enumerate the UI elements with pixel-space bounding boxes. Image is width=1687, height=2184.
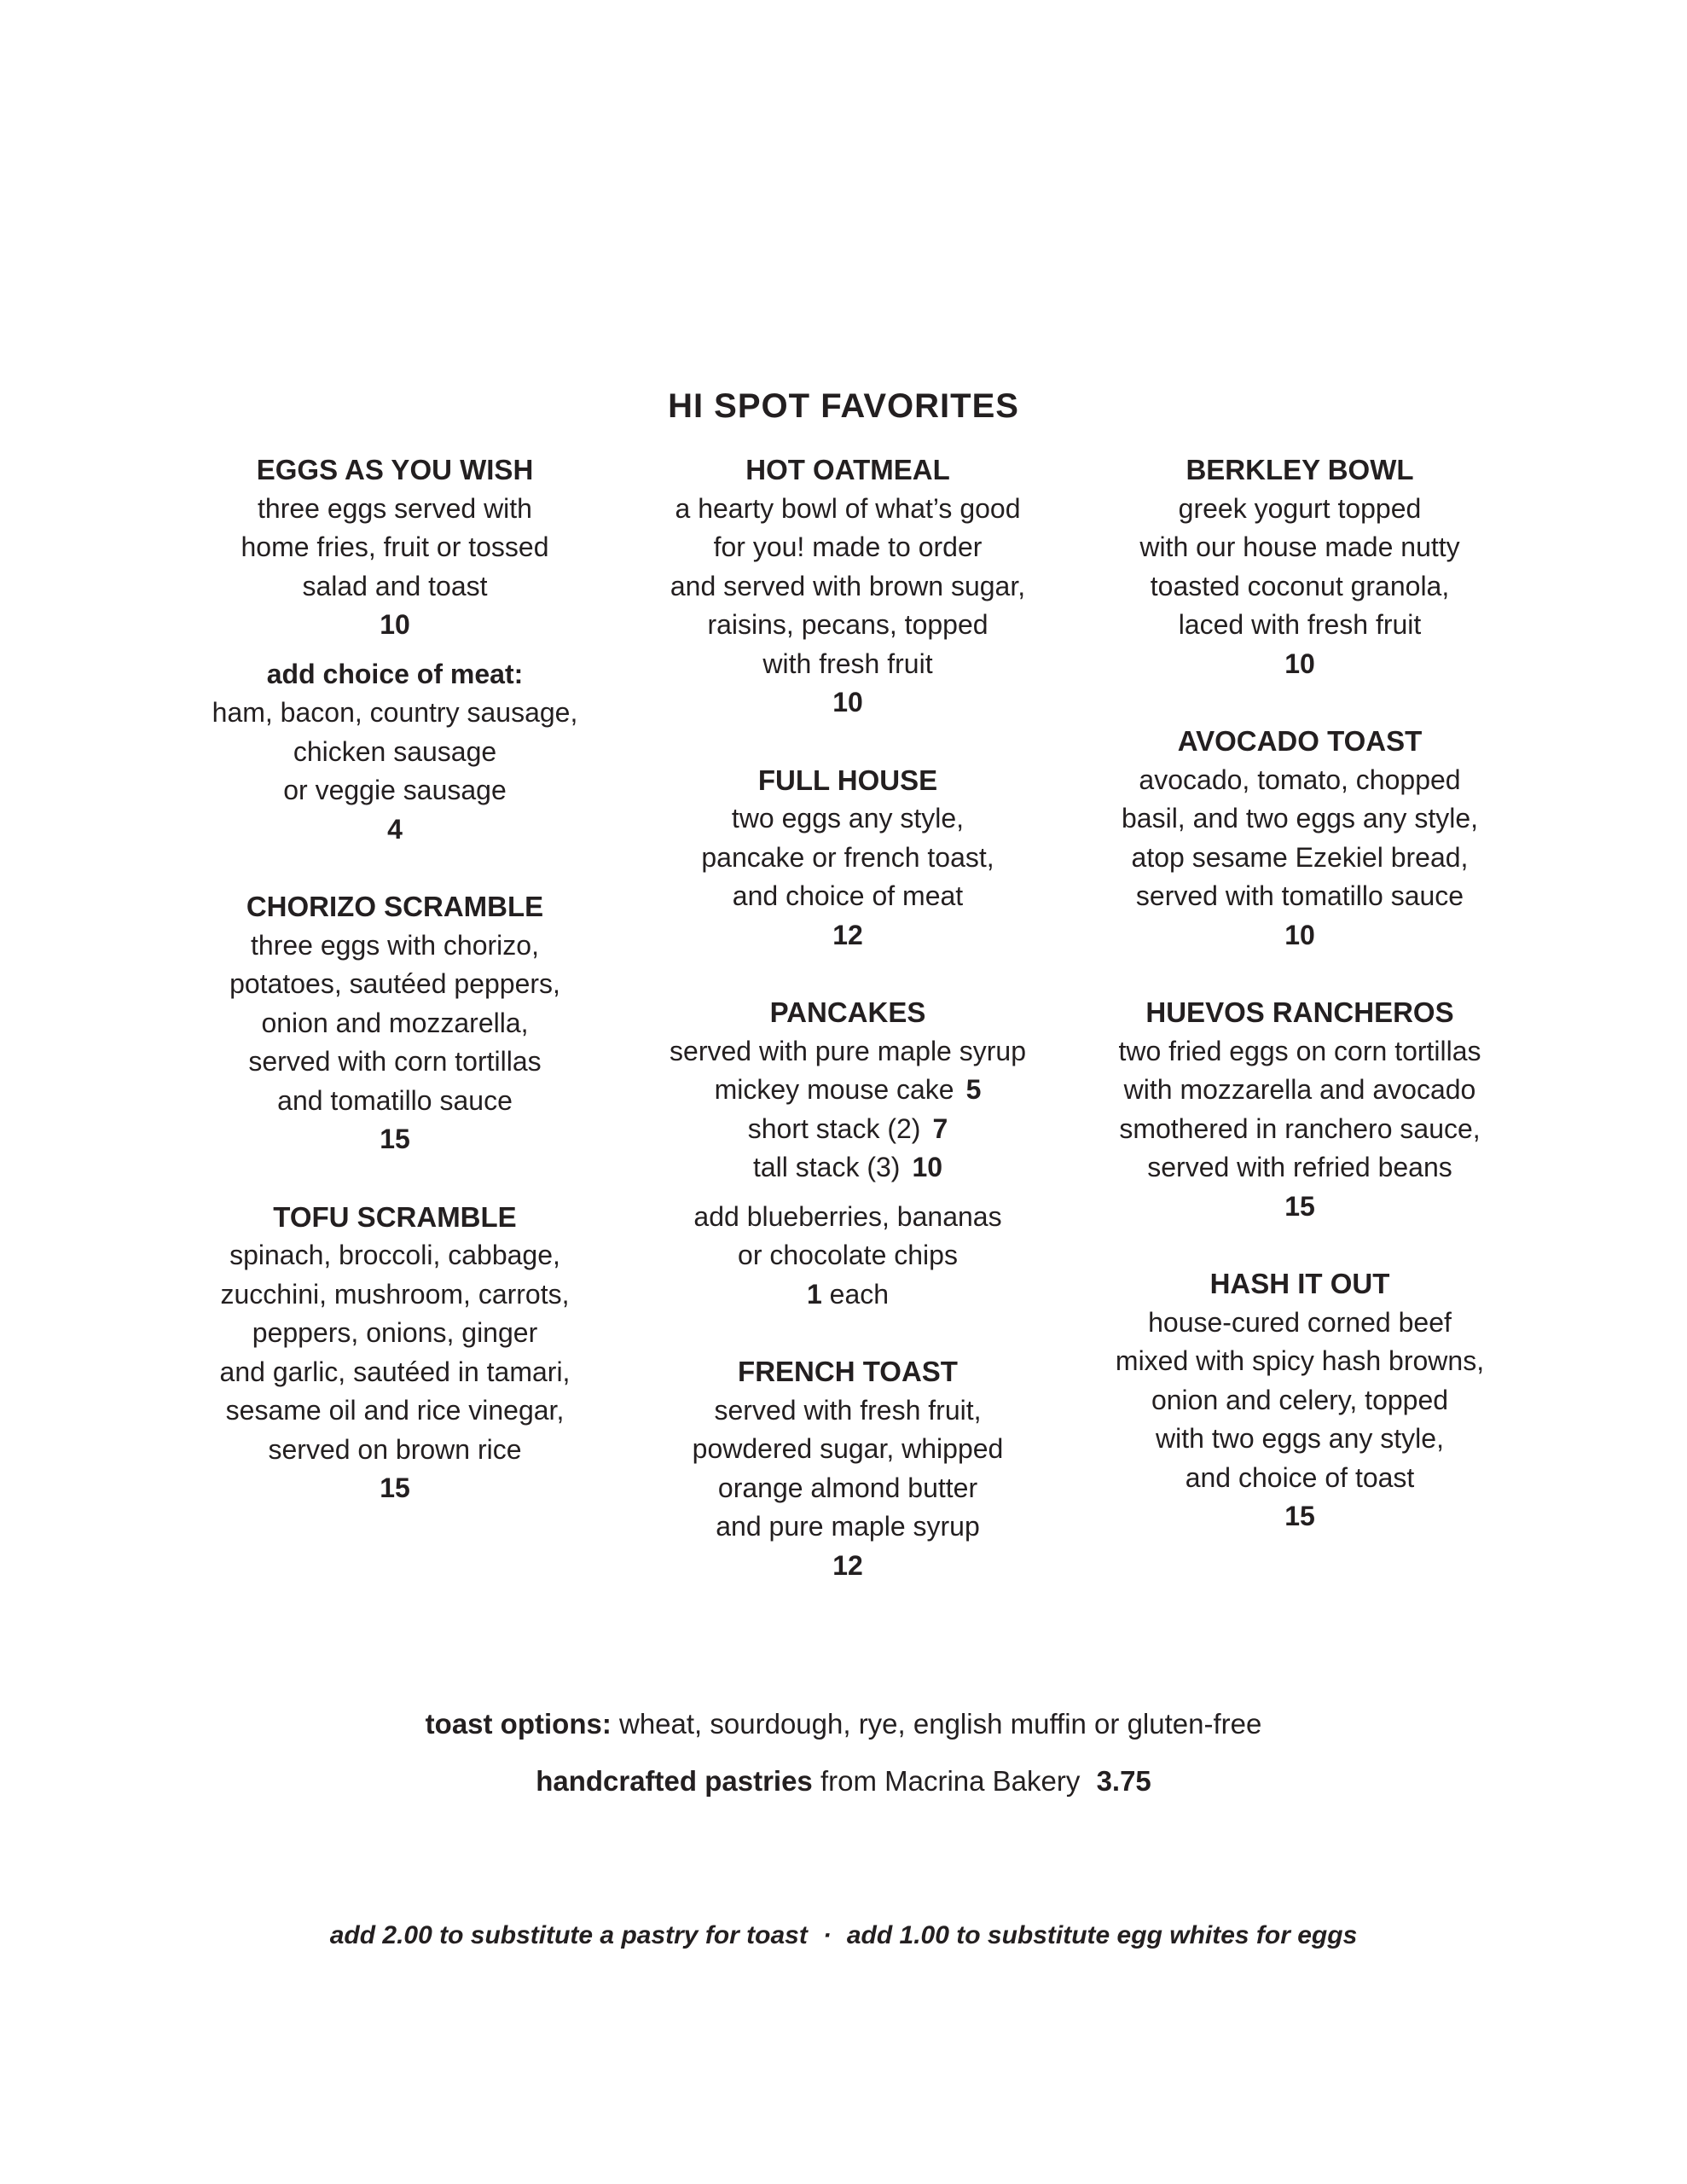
item-desc-line: powdered sugar, whipped [692,1433,1004,1464]
item-desc-line: with our house made nutty [1139,531,1460,562]
substitution-note-pastry: add 2.00 to substitute a pastry for toast [329,1921,808,1949]
item-price: 15 [1284,1501,1315,1531]
addon-desc-line: ham, bacon, country sausage, [212,697,578,728]
pancake-option [609,1148,1087,1188]
item-price: 10 [1284,919,1315,950]
option-price: 5 [965,1074,982,1105]
menu-item-pancakes [609,993,1087,1314]
item-price: 15 [380,1472,410,1503]
addon-desc-line: add blueberries, bananas [693,1200,1002,1232]
item-name: FRENCH TOAST [738,1356,958,1387]
item-desc-line: salad and toast [302,570,488,601]
item-desc-line: house-cured corned beef [1148,1306,1452,1338]
addon-desc-line: or chocolate chips [738,1240,958,1270]
item-desc-line: and choice of toast [1185,1461,1415,1493]
item-desc-line: potatoes, sautéed peppers, [229,968,560,999]
substitution-note-egg-whites: add 1.00 to substitute egg whites for eggs [846,1921,1358,1949]
option-label: tall stack (3) [752,1152,901,1182]
menu-item-avocado-toast [1061,722,1539,955]
item-desc-line: three eggs served with [258,492,532,524]
item-desc-line: toasted coconut granola, [1150,570,1450,601]
item-desc-line: sesame oil and rice vinegar, [225,1395,565,1426]
item-desc-line: served with refried beans [1147,1152,1452,1182]
option-label: short stack (2) [747,1112,921,1144]
addon-title: add choice of meat: [266,658,524,689]
item-name: HUEVOS RANCHEROS [1145,996,1454,1028]
item-desc-line: mixed with spicy hash browns, [1115,1345,1485,1376]
item-name: AVOCADO TOAST [1177,725,1423,757]
menu-column-middle [609,450,1087,1623]
item-name: CHORIZO SCRAMBLE [246,891,544,922]
item-desc-line: orange almond butter [717,1472,978,1503]
item-price: 15 [380,1124,410,1154]
toast-options-text: wheat, sourdough, rye, english muffin or gluten-free [619,1708,1262,1740]
pancake-addon [609,1198,1087,1315]
addon-price-line [609,1275,1087,1315]
item-price: 10 [1284,648,1315,679]
addon-meat [156,655,634,850]
item-desc-line: onion and mozzarella, [261,1007,529,1038]
item-price: 15 [1284,1190,1315,1222]
toast-options [0,1708,1687,1740]
item-price: 12 [832,919,863,950]
pastries-text: from Macrina Bakery [820,1765,1081,1797]
menu-item-chorizo-scramble [156,887,634,1159]
item-desc-line: basil, and two eggs any style, [1121,803,1478,834]
separator-dot: · [822,1921,832,1949]
item-name: FULL HOUSE [757,764,938,796]
item-desc-line: two eggs any style, [731,803,965,834]
item-desc-line: pancake or french toast, [701,841,994,873]
item-desc-line: served on brown rice [268,1433,522,1465]
menu-title: HI SPOT FAVORITES [668,387,1019,425]
option-price: 7 [932,1112,948,1144]
menu-item-huevos-rancheros [1061,993,1539,1226]
pancake-option [609,1110,1087,1149]
menu-item-berkley-bowl [1061,450,1539,683]
addon-desc-line: chicken sausage [293,735,497,767]
item-name: HOT OATMEAL [745,454,950,485]
item-desc-line: and tomatillo sauce [277,1084,513,1116]
item-desc-line: and served with brown sugar, [670,570,1026,601]
item-desc-line: served with pure maple syrup [670,1035,1026,1066]
item-desc-line: onion and celery, topped [1151,1384,1449,1415]
item-desc-line: served with fresh fruit, [714,1394,982,1426]
item-desc-line: greek yogurt topped [1178,492,1422,524]
pancake-option [609,1071,1087,1110]
item-name: PANCAKES [769,996,926,1028]
item-desc-line: raisins, pecans, topped [707,609,988,640]
item-desc-line: and choice of meat [732,880,964,911]
item-desc-line: three eggs with chorizo, [251,929,539,961]
item-desc-line: atop sesame Ezekiel bread, [1131,841,1469,873]
item-desc-line: avocado, tomato, chopped [1139,764,1461,795]
menu-item-eggs-as-you-wish [156,450,634,849]
menu-item-hot-oatmeal [609,450,1087,723]
item-price: 12 [832,1549,863,1581]
item-desc-line: zucchini, mushroom, carrots, [220,1278,570,1310]
item-desc-line: peppers, onions, ginger [252,1317,538,1348]
item-desc-line: laced with fresh fruit [1178,609,1422,640]
addon-price: 4 [387,813,403,845]
menu-item-french-toast [609,1352,1087,1585]
option-price: 10 [912,1152,943,1182]
addon-unit: each [829,1278,890,1310]
item-desc-line: with two eggs any style, [1156,1423,1444,1454]
menu-item-hash-it-out [1061,1264,1539,1536]
pastries-label: handcrafted pastries [536,1765,813,1797]
item-price: 10 [380,609,410,640]
item-name: BERKLEY BOWL [1186,454,1414,485]
item-desc-line: and pure maple syrup [716,1511,980,1542]
addon-price: 1 [806,1278,822,1310]
pastries-price: 3.75 [1096,1765,1151,1797]
item-desc-line: a hearty bowl of what’s good [675,492,1021,524]
item-desc-line: smothered in ranchero sauce, [1119,1112,1481,1144]
option-label: mickey mouse cake [714,1074,954,1105]
item-desc-line: home fries, fruit or tossed [241,531,549,562]
item-desc-line: two fried eggs on corn tortillas [1118,1035,1481,1066]
item-desc-line: served with corn tortillas [248,1046,542,1077]
pastries-line [0,1765,1687,1798]
item-name: EGGS AS YOU WISH [256,454,534,485]
item-desc-line: spinach, broccoli, cabbage, [229,1240,560,1270]
toast-options-label: toast options: [425,1708,612,1740]
menu-item-full-house [609,761,1087,956]
item-desc-line: and garlic, sautéed in tamari, [219,1356,571,1387]
item-name: TOFU SCRAMBLE [273,1200,517,1233]
menu-column-left [156,450,634,1547]
item-desc-line: for you! made to order [713,531,983,562]
item-price: 10 [832,687,863,717]
menu-item-tofu-scramble [156,1198,634,1508]
item-name: HASH IT OUT [1209,1268,1390,1299]
item-desc-line: served with tomatillo sauce [1135,880,1464,911]
addon-desc-line: or veggie sausage [283,775,507,805]
item-desc-line: with fresh fruit [762,648,933,679]
item-desc-line: with mozzarella and avocado [1123,1074,1476,1105]
substitution-notes [0,1921,1687,1950]
menu-column-right [1061,450,1539,1575]
